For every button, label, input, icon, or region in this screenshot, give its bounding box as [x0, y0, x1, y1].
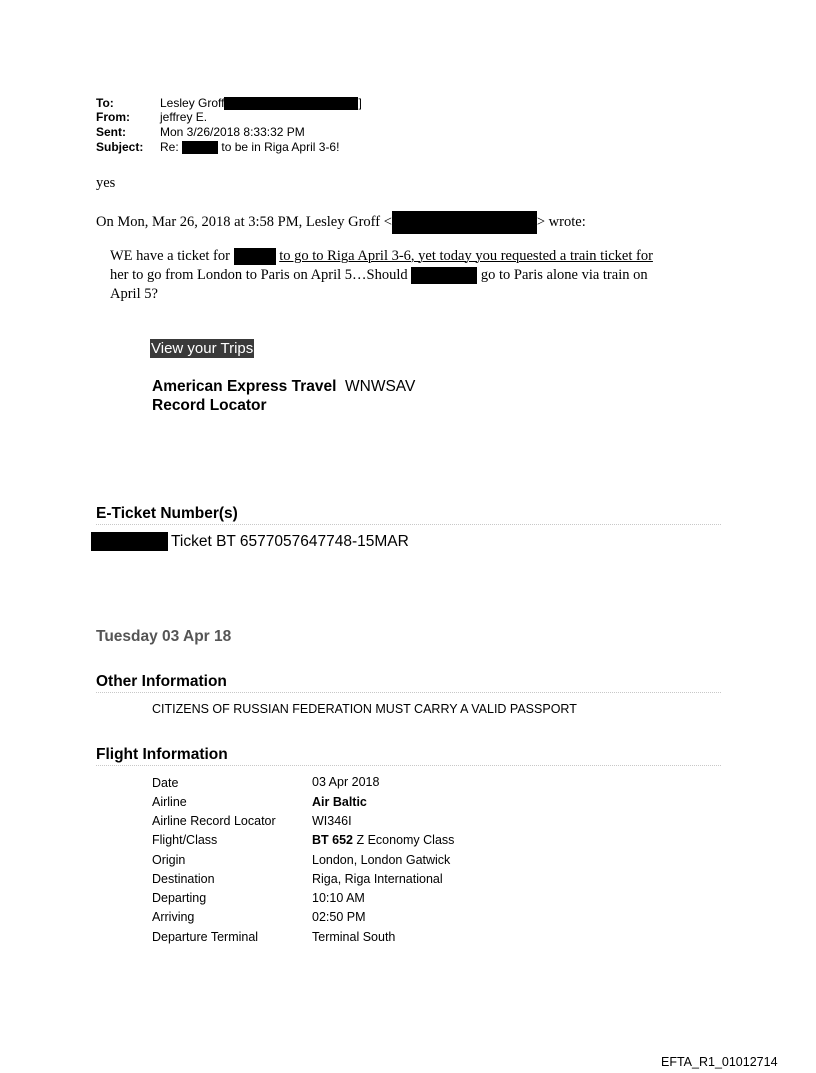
flight-class-value	[312, 833, 454, 847]
amex-label: American Express Travel	[152, 378, 337, 395]
quote-text: go to Paris alone via train on	[480, 267, 648, 283]
view-trips-button[interactable]: View your Trips	[151, 340, 254, 357]
record-locator-label: Airline Record Locator	[152, 814, 276, 828]
quote-line-2	[110, 267, 648, 284]
attribution-suffix: > wrote:	[536, 213, 586, 230]
sent-label: Sent:	[96, 125, 126, 139]
redaction-box	[392, 211, 537, 234]
date-heading: Tuesday 03 Apr 18	[96, 628, 232, 645]
subject-label: Subject:	[96, 140, 144, 154]
quote-attribution	[96, 211, 586, 234]
reply-text: yes	[96, 175, 116, 191]
flight-class: Z Economy Class	[353, 833, 455, 847]
subject-suffix: to be in Riga April 3-6!	[221, 140, 340, 154]
quote-text: her to go from London to Paris on April 5…Should	[110, 267, 408, 283]
eticket-title: E-Ticket Number(s)	[96, 505, 721, 525]
quote-line-3: April 5?	[110, 286, 158, 302]
redaction-box	[182, 141, 218, 154]
redaction-box	[91, 532, 168, 551]
flight-class-label: Flight/Class	[152, 833, 218, 847]
quote-text: to go to Riga April 3-6, yet today you requested a train ticket for	[279, 248, 653, 264]
destination-value: Riga, Riga International	[312, 872, 443, 886]
subject-value	[160, 141, 339, 154]
arriving-value: 02:50 PM	[312, 910, 366, 924]
quote-line-1	[110, 248, 653, 265]
departing-label: Departing	[152, 891, 207, 905]
arriving-label: Arriving	[152, 910, 195, 924]
eticket-number: Ticket BT 6577057647748-15MAR	[171, 533, 409, 550]
from-label: From:	[96, 110, 130, 124]
other-info-title: Other Information	[96, 673, 721, 693]
origin-value: London, London Gatwick	[312, 853, 451, 867]
date-value: 03 Apr 2018	[312, 775, 380, 789]
record-code: WNWSAV	[345, 378, 416, 395]
redaction-box	[234, 248, 276, 265]
quote-text: WE have a ticket for	[110, 248, 230, 264]
amex-record-line	[152, 378, 415, 396]
record-locator-label: Record Locator	[152, 397, 267, 414]
flight-info-title: Flight Information	[96, 746, 721, 766]
redaction-box	[224, 97, 358, 110]
departure-terminal-value: Terminal South	[312, 930, 396, 944]
to-value	[160, 97, 362, 110]
attribution-prefix: On Mon, Mar 26, 2018 at 3:58 PM, Lesley Groff <	[96, 213, 392, 230]
to-suffix: ]	[358, 96, 362, 110]
departing-value: 10:10 AM	[312, 891, 365, 905]
document-id: EFTA_R1_01012714	[661, 1055, 778, 1069]
other-info-text: CITIZENS OF RUSSIAN FEDERATION MUST CARRY A VALID PASSPORT	[152, 702, 577, 716]
airline-label: Airline	[152, 795, 187, 809]
departure-terminal-label: Departure Terminal	[152, 930, 259, 944]
flight-code: BT 652	[312, 833, 353, 847]
record-locator-value: WI346I	[312, 814, 352, 828]
origin-label: Origin	[152, 853, 186, 867]
to-name: Lesley Groff	[160, 96, 225, 110]
airline-value: Air Baltic	[312, 795, 367, 809]
sent-value: Mon 3/26/2018 8:33:32 PM	[160, 125, 305, 139]
destination-label: Destination	[152, 872, 215, 886]
from-value: jeffrey E.	[160, 110, 208, 124]
redaction-box	[411, 267, 477, 284]
date-label: Date	[152, 776, 179, 790]
subject-prefix: Re:	[160, 140, 179, 154]
to-label: To:	[96, 96, 114, 110]
